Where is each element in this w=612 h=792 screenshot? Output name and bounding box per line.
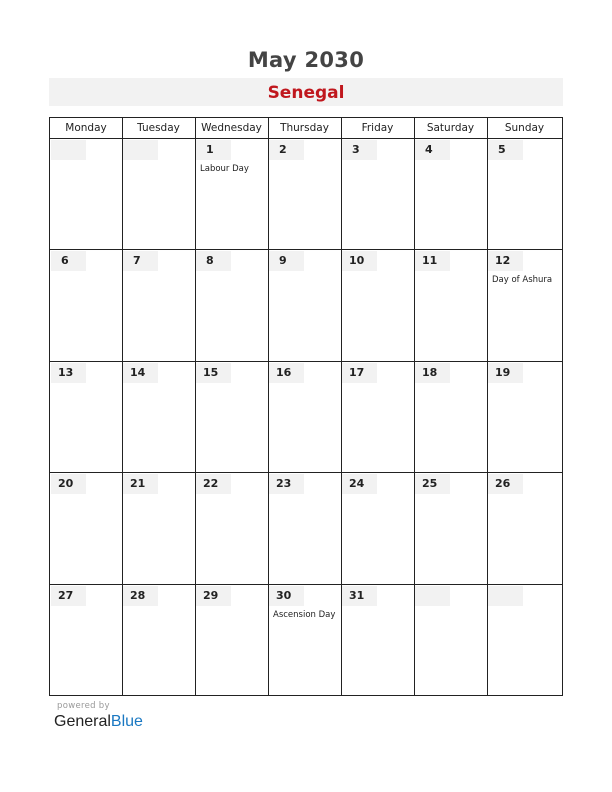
day-number-box — [123, 140, 158, 160]
day-number: 25 — [422, 477, 438, 491]
day-number: 21 — [130, 477, 146, 491]
day-number: 5 — [498, 143, 506, 156]
day-cell[interactable] — [414, 362, 487, 472]
day-number: 18 — [422, 365, 438, 379]
holiday-label: Ascension Day — [273, 609, 336, 620]
day-number: 20 — [58, 477, 74, 491]
day-number: 11 — [422, 254, 438, 268]
day-number: 12 — [495, 254, 511, 268]
day-cell[interactable] — [122, 139, 195, 249]
day-number: 13 — [58, 365, 74, 379]
country-bar — [49, 78, 563, 106]
weekday-header: Tuesday — [137, 122, 180, 134]
day-number: 29 — [203, 588, 219, 602]
day-cell[interactable] — [487, 250, 562, 360]
day-number: 24 — [349, 477, 365, 491]
day-number: 3 — [352, 143, 360, 156]
day-number-box — [51, 140, 86, 160]
day-cell[interactable] — [195, 139, 268, 249]
day-cell[interactable] — [268, 139, 341, 249]
day-cell[interactable] — [487, 473, 562, 583]
weekday-header: Friday — [361, 122, 394, 134]
day-cell[interactable] — [341, 139, 414, 249]
day-cell[interactable] — [268, 585, 341, 695]
day-cell[interactable] — [195, 250, 268, 360]
day-number: 10 — [349, 254, 365, 268]
day-cell[interactable] — [414, 250, 487, 360]
holiday-label: Day of Ashura — [492, 275, 553, 286]
day-cell[interactable] — [50, 139, 122, 249]
day-cell[interactable] — [50, 250, 122, 360]
day-cell[interactable] — [122, 585, 195, 695]
day-cell[interactable] — [195, 362, 268, 472]
day-cell[interactable] — [268, 473, 341, 583]
day-number: 30 — [276, 588, 292, 602]
day-cell[interactable] — [50, 362, 122, 472]
day-cell[interactable] — [414, 585, 487, 695]
day-cell[interactable] — [341, 585, 414, 695]
day-number: 2 — [279, 143, 287, 156]
brand-blue: Blue — [110, 713, 143, 730]
day-cell[interactable] — [50, 473, 122, 583]
day-number-box — [488, 586, 523, 606]
day-cell[interactable] — [195, 585, 268, 695]
day-number: 17 — [349, 365, 365, 379]
weekday-header: Saturday — [426, 122, 475, 134]
day-cell[interactable] — [268, 250, 341, 360]
day-number: 27 — [58, 588, 74, 602]
day-cell[interactable] — [414, 139, 487, 249]
day-cell[interactable] — [122, 362, 195, 472]
weekday-header: Sunday — [504, 122, 545, 134]
day-number: 14 — [130, 365, 146, 379]
day-number-box — [415, 586, 450, 606]
day-number: 7 — [133, 254, 141, 268]
weekday-header: Monday — [65, 122, 107, 134]
day-cell[interactable] — [122, 250, 195, 360]
day-number: 19 — [495, 365, 511, 379]
day-cell[interactable] — [50, 585, 122, 695]
day-number: 16 — [276, 365, 292, 379]
day-cell[interactable] — [195, 473, 268, 583]
holiday-label: Labour Day — [200, 164, 249, 174]
weekday-header: Thursday — [280, 122, 329, 134]
country-name: Senegal — [267, 83, 345, 103]
brand-general: General — [54, 713, 111, 730]
day-number: 22 — [203, 477, 219, 491]
calendar-grid — [49, 117, 563, 696]
day-number: 26 — [495, 477, 511, 491]
day-cell[interactable] — [268, 362, 341, 472]
day-number: 9 — [279, 254, 287, 268]
day-number: 1 — [206, 143, 214, 156]
day-cell[interactable] — [341, 362, 414, 472]
day-cell[interactable] — [487, 585, 562, 695]
calendar-title: May 2030 — [247, 48, 365, 72]
day-number: 8 — [206, 254, 214, 268]
day-number: 15 — [203, 365, 219, 379]
day-number: 28 — [130, 588, 146, 602]
powered-by-label: powered by — [57, 701, 110, 711]
brand-logo[interactable] — [54, 713, 143, 731]
day-cell[interactable] — [414, 473, 487, 583]
day-cell[interactable] — [122, 473, 195, 583]
day-number: 6 — [61, 254, 69, 268]
day-cell[interactable] — [487, 139, 562, 249]
day-cell[interactable] — [341, 473, 414, 583]
day-number: 4 — [425, 143, 433, 156]
weekday-header: Wednesday — [201, 122, 262, 134]
day-number: 31 — [349, 588, 365, 602]
day-number: 23 — [276, 477, 292, 491]
day-cell[interactable] — [341, 250, 414, 360]
day-cell[interactable] — [487, 362, 562, 472]
